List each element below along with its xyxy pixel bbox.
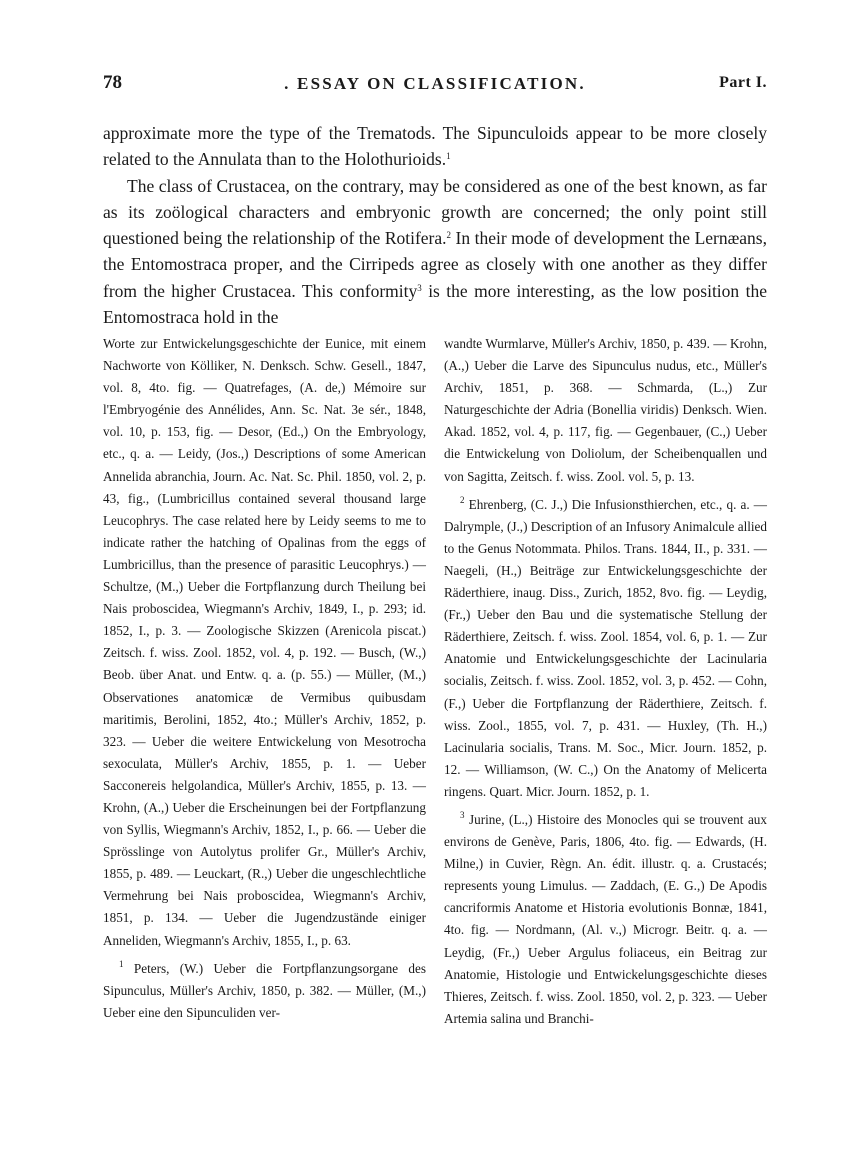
- main-text: [103, 120, 767, 330]
- footnote-1: [103, 958, 426, 1024]
- footnote-ref-1: 1: [446, 151, 451, 162]
- page-number: 78: [103, 72, 122, 93]
- footnote-1-text: Peters, (W.) Ueber die Fortpflanzungsorgane des Sipunculus, Müller's Archiv, 1850, p. 382. — Müller, (M.,) Ueber eine den Sipunculiden ver-: [103, 960, 427, 1020]
- footnotes-right-column: [444, 333, 767, 1030]
- footnote-2-text: Ehrenberg, (C. J.,) Die Infusionsthierchen, etc., q. a. — Dalrymple, (J.,) Description of an Infusory Animalcule allied to the Genus Notommata. Philos. Trans. 1844, II., p. 331. — Naegeli, (H.,) Beiträge zur Entwickelungsgeschichte der Räderthiere, inaug. Diss., Zurich, 1852, 8vo. fig. — Leydig, (Fr.,) Ueber den Bau und die systematische Stellung der Räderthiere, Zeitsch. f. wiss. Zool. 1854, vol. 6, p. 1. — Zur Anatomie und Entwickelungsgeschichte der Lacinularia socialis, Zeitsch. f. wiss. Zool. 1852, vol. 3, p. 452. — Cohn, (F.,) Ueber die Fortpflanzung der Räderthiere, Zeitsch. f. wiss. Zool., 1855, vol. 7, p. 431. — Huxley, (Th. H.,) Lacinularia socialis, Trans. M. Soc., Micr. Journ. 1852, p. 12. — Williamson, (W. C.,) On the Anatomy of Melicerta ringens. Quart. Micr. Journ. 1852, p. 1.: [444, 496, 768, 799]
- paragraph-1-text: approximate more the type of the Trematods. The Sipunculoids appear to be more closely related to the Annulata than to the Holothurioids.: [103, 123, 767, 170]
- running-header: [103, 72, 767, 102]
- paragraph-1: [103, 120, 767, 173]
- footnote-ref-2: 2: [446, 230, 452, 241]
- footnote-1-marker: 1: [119, 958, 124, 969]
- footnote-continued-left: Worte zur Entwickelungsgeschichte der Eunice, mit einem Nachworte von Kölliker, N. Denksch. Schw. Gesell., 1847, vol. 8, 4to. fig. — Quatrefages, (A. de,) Mémoire sur l'Embryogénie des Annélides, Ann. Sc. Nat. 3e sér., 1848, vol. 10, p. 153, fig. — Desor, (Ed.,) On the Embryology, etc., q. a. — Leidy, (Jos.,) Descriptions of some American Annelida abranchia, Journ. Ac. Nat. Sc. Phil. 1850, vol. 2, p. 43, fig., (Lumbricillus contained several thousand large Leucophrys. The case related here by Leidy seems to me to indicate rather the hatching of Opalinas from the eggs of Lumbricillus, than the presence of parasitic Leucophrys.) — Schultze, (M.,) Ueber die Fortpflanzung durch Theilung bei Nais proboscidea, Wiegmann's Archiv, 1849, I., p. 293; id. 1852, I., p. 3. — Zoologische Skizzen (Arenicola piscat.) Zeitsch. f. wiss. Zool. 1852, vol. 4, p. 192. — Busch, (W.,) Beob. über Anat. und Entw. q. a. (p. 55.) — Müller, (M.,) Observationes anatomicæ de Vermibus quibusdam maritimis, Berolini, 1852, 4to.; Müller's Archiv, 1852, p. 323. — Ueber die weitere Entwickelung von Mesotrocha sexoculata, Müller's Archiv, 1855, p. 1. — Ueber Sacconereis helgolandica, Müller's Archiv, 1855, p. 13. — Krohn, (A.,) Ueber die Erscheinungen bei der Fortpflanzung von Syllis, Wiegmann's Archiv, 1852, I., p. 66. — Ueber die Sprösslinge von Autolytus prolifer Gr., Müller's Archiv, 1855, p. 489. — Leuckart, (R.,) Ueber die ungeschlechtliche Vermehrung bei Nais proboscidea, Wiegmann's Archiv, 1851, p. 134. — Ueber die Jugendzustände einiger Anneliden, Wiegmann's Archiv, 1855, I., p. 63.: [103, 336, 426, 948]
- paragraph-2-text-c: is the more interesting, as the low position the Entomostraca hold in the: [103, 280, 767, 328]
- footnote-2: [444, 494, 767, 803]
- part-label: Part I.: [719, 74, 767, 91]
- running-title: . ESSAY ON CLASSIFICATION.: [284, 74, 586, 93]
- footnote-2-marker: 2: [460, 494, 465, 505]
- paragraph-2-text-b: In their mode of development the Lernæans, the Entomostraca proper, and the Cirripeds agree as closely with one another as they differ from the higher Crustacea. This conformity: [103, 228, 767, 301]
- footnote-3-marker: 3: [460, 809, 465, 820]
- footnote-ref-3: 3: [417, 282, 422, 293]
- footnote-continued-right: wandte Wurmlarve, Müller's Archiv, 1850, p. 439. — Krohn, (A.,) Ueber die Larve des Sipunculus nudus, etc., Müller's Archiv, 1851, p. 368. — Schmarda, (L.,) Zur Naturgeschichte der Adria (Bonellia viridis) Denksch. Wien. Akad. 1852, vol. 4, p. 117, fig. — Gegenbauer, (C.,) Ueber die Entwickelung von Doliolum, der Scheibenquallen und von Sagitta, Zeitsch. f. wiss. Zool. vol. 5, p. 13.: [444, 336, 767, 484]
- footnotes-left-column: [103, 333, 426, 1024]
- paragraph-2-text-a: The class of Crustacea, on the contrary, may be considered as one of the best known, as far as its zoölogical characters and embryonic growth are concerned; the only point still questioned being the relationship of the Rotifera.: [103, 175, 767, 249]
- footnote-3: [444, 809, 767, 1030]
- footnote-3-text: Jurine, (L.,) Histoire des Monocles qui se trouvent aux environs de Genève, Paris, 1806, 4to. fig. — Edwards, (H. Milne,) in Cuvier, Règn. An. édit. illustr. q. a. Crustacés; represents young Limulus. — Zaddach, (E. G.,) De Apodis cancriformis Anatome et Historia evolutionis Bonnæ, 1841, 4to. fig. — Nordmann, (Al. v.,) Microgr. Beitr. q. a. — Leydig, (Fr.,) Ueber Argulus foliaceus, ein Beitrag zur Anatomie, Histologie und Entwickelungsgeschichte dieses Thieres, Zeitsch. f. wiss. Zool. 1850, vol. 2, p. 323. — Ueber Artemia salina und Branchi-: [444, 811, 767, 1026]
- paragraph-2: [103, 173, 767, 331]
